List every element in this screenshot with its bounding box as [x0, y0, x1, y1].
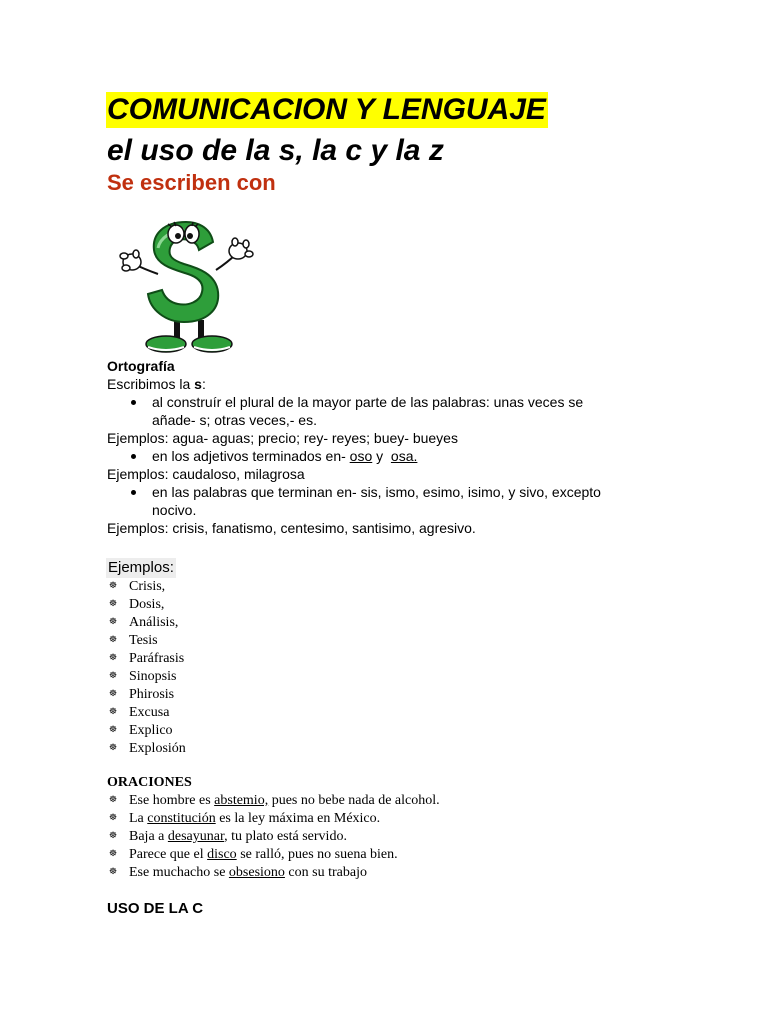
- list-item: [107, 650, 667, 668]
- sentence-item: [107, 792, 667, 810]
- letter-s-mascot-icon: [118, 214, 258, 356]
- sentence-text: Ese hombre es: [129, 793, 215, 808]
- wheel-bullet-icon: ☸: [109, 812, 118, 822]
- wheel-bullet-icon: ☸: [109, 616, 118, 626]
- underlined-word: abstemio,: [214, 793, 269, 808]
- list-item: [107, 632, 667, 650]
- underlined-word: obsesiono: [228, 865, 285, 880]
- list-item-text: Análisis,: [129, 615, 179, 630]
- rule-text: al construír el plural de la mayor parte de las palabras: unas veces se: [152, 394, 584, 410]
- bullet-dot-icon: [131, 490, 136, 495]
- ortografia-heading: Ortografía: [107, 358, 175, 374]
- wheel-bullet-icon: ☸: [109, 670, 118, 680]
- list-item: [107, 740, 667, 758]
- rule-text: en los adjetivos terminados en-: [152, 448, 350, 464]
- sentence-text: se ralló, pues no suena bien.: [236, 847, 398, 862]
- example-line: Ejemplos: agua- aguas; precio; rey- reyes; buey- bueyes: [107, 430, 458, 446]
- intro-letter: s: [194, 376, 202, 392]
- list-item: [107, 596, 667, 614]
- underlined-word: constitución: [147, 811, 216, 826]
- list-item-text: Dosis,: [129, 597, 165, 612]
- sentence-text: Ese muchacho se: [129, 865, 229, 880]
- list-item-text: Phirosis: [129, 687, 175, 702]
- list-item-text: Explosión: [129, 741, 186, 756]
- sentence-item: [107, 864, 667, 882]
- wheel-bullet-icon: ☸: [109, 688, 118, 698]
- sentence-item: [107, 846, 667, 864]
- wheel-bullet-icon: ☸: [109, 742, 118, 752]
- sentence-text: Baja a: [129, 829, 168, 844]
- oraciones-heading: ORACIONES: [107, 775, 192, 790]
- list-item: [107, 668, 667, 686]
- page-subtitle: el uso de la s, la c y la z: [107, 134, 444, 167]
- wheel-bullet-icon: ☸: [109, 848, 118, 858]
- wheel-bullet-icon: ☸: [109, 866, 118, 876]
- list-item-text: Excusa: [129, 705, 170, 720]
- page-title: COMUNICACION Y LENGUAJE: [107, 93, 546, 126]
- sentence-text: , tu plato está servido.: [224, 829, 347, 844]
- wheel-bullet-icon: ☸: [109, 634, 118, 644]
- list-item-text: Paráfrasis: [129, 651, 185, 666]
- example-line: Ejemplos: caudaloso, milagrosa: [107, 466, 305, 482]
- sentence-text: La: [129, 811, 148, 826]
- underlined-word: oso: [349, 448, 373, 464]
- sentence-text: con su trabajo: [284, 865, 367, 880]
- rule-item: [107, 483, 707, 519]
- rule-item: [107, 393, 707, 429]
- section-heading-uso-c: USO DE LA C: [107, 900, 204, 917]
- bullet-dot-icon: [131, 400, 136, 405]
- wheel-bullet-icon: ☸: [109, 794, 118, 804]
- example-line: Ejemplos: crisis, fanatismo, centesimo, santisimo, agresivo.: [107, 520, 476, 536]
- underlined-word: disco: [207, 847, 237, 862]
- wheel-bullet-icon: ☸: [109, 598, 118, 608]
- ortografia-section: [107, 357, 707, 537]
- intro-prefix: Escribimos la: [107, 376, 195, 392]
- list-item: [107, 578, 667, 596]
- wheel-bullet-icon: ☸: [109, 706, 118, 716]
- bullet-dot-icon: [131, 454, 136, 459]
- ortografia-intro: [107, 375, 707, 393]
- rule-item: [107, 447, 707, 465]
- sentence-text: Parece que el: [129, 847, 208, 862]
- wheel-bullet-icon: ☸: [109, 580, 118, 590]
- sentence-item: [107, 828, 667, 846]
- wheel-bullet-icon: ☸: [109, 830, 118, 840]
- list-item-text: Crisis,: [129, 579, 166, 594]
- list-item-text: Explico: [129, 723, 173, 738]
- list-item-text: Tesis: [129, 633, 158, 648]
- sentence-item: [107, 810, 667, 828]
- list-item: [107, 614, 667, 632]
- rule-text: añade- s; otras veces,- es.: [152, 412, 317, 428]
- list-item-text: Sinopsis: [129, 669, 177, 684]
- list-item: [107, 686, 667, 704]
- rule-text: nocivo.: [152, 502, 197, 518]
- list-item: [107, 704, 667, 722]
- ejemplos-list: [107, 578, 667, 758]
- underlined-word: osa.: [390, 448, 418, 464]
- rule-text: y: [372, 448, 391, 464]
- oraciones-list: [107, 792, 667, 882]
- wheel-bullet-icon: ☸: [109, 652, 118, 662]
- rule-text: en las palabras que terminan en- sis, ismo, esimo, isimo, y sivo, excepto: [152, 484, 601, 500]
- sentence-text: es la ley máxima en México.: [215, 811, 381, 826]
- sentence-text: pues no bebe nada de alcohol.: [268, 793, 440, 808]
- ejemplos-heading: Ejemplos:: [108, 559, 174, 576]
- wheel-bullet-icon: ☸: [109, 724, 118, 734]
- intro-heading: Se escriben con: [107, 170, 276, 195]
- list-item: [107, 722, 667, 740]
- underlined-word: desayunar: [167, 829, 225, 844]
- intro-suffix: :: [201, 376, 206, 392]
